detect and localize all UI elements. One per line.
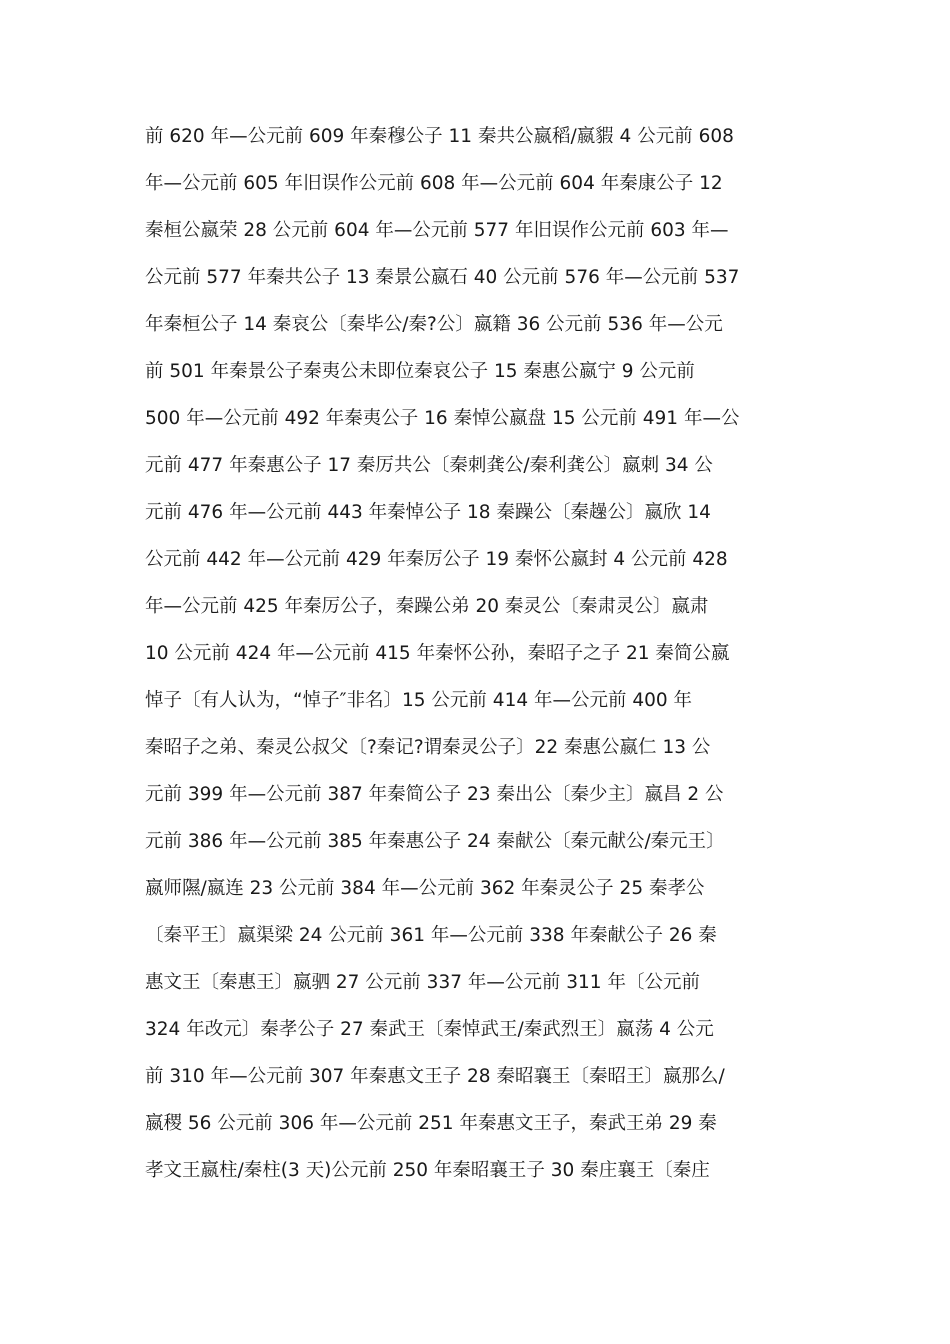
- text-line: 500 年—公元前 492 年秦夷公子 16 秦悼公嬴盘 15 公元前 491 年—公: [145, 408, 740, 429]
- text-line: 年秦桓公子 14 秦哀公〔秦毕公/秦?公〕嬴籍 36 公元前 536 年—公元: [145, 314, 723, 335]
- text-line: 〔秦平王〕嬴渠梁 24 公元前 361 年—公元前 338 年秦献公子 26 秦: [145, 925, 717, 946]
- text-line: 嬴师隰/嬴连 23 公元前 384 年—公元前 362 年秦灵公子 25 秦孝公: [145, 878, 705, 899]
- text-line: 嬴稷 56 公元前 306 年—公元前 251 年秦惠文王子，秦武王弟 29 秦: [145, 1113, 717, 1134]
- text-line: 秦桓公嬴荣 28 公元前 604 年—公元前 577 年旧误作公元前 603 年—: [145, 220, 729, 241]
- text-line: 元前 477 年秦惠公子 17 秦厉共公〔秦刺龚公/秦利龚公〕嬴刺 34 公: [145, 455, 713, 476]
- text-line: 惠文王〔秦惠王〕嬴驷 27 公元前 337 年—公元前 311 年〔公元前: [145, 972, 700, 993]
- text-line: 元前 476 年—公元前 443 年秦悼公子 18 秦躁公〔秦趮公〕嬴欣 14: [145, 502, 711, 523]
- text-line: 孝文王嬴柱/秦柱(3 天)公元前 250 年秦昭襄王子 30 秦庄襄王〔秦庄: [145, 1160, 710, 1181]
- text-line: 公元前 442 年—公元前 429 年秦厉公子 19 秦怀公嬴封 4 公元前 428: [145, 549, 728, 570]
- body-text: [145, 113, 810, 1194]
- text-line: 10 公元前 424 年—公元前 415 年秦怀公孙，秦昭子之子 21 秦简公嬴: [145, 643, 730, 664]
- text-line: 悼子〔有人认为，“悼子″非名〕15 公元前 414 年—公元前 400 年: [145, 690, 693, 711]
- text-line: 前 501 年秦景公子秦夷公未即位秦哀公子 15 秦惠公嬴宁 9 公元前: [145, 361, 695, 382]
- text-line: 324 年改元〕秦孝公子 27 秦武王〔秦悼武王/秦武烈王〕嬴荡 4 公元: [145, 1019, 714, 1040]
- text-line: 前 310 年—公元前 307 年秦惠文王子 28 秦昭襄王〔秦昭王〕嬴那么/: [145, 1066, 725, 1087]
- text-line: 年—公元前 605 年旧误作公元前 608 年—公元前 604 年秦康公子 12: [145, 173, 723, 194]
- text-line: 元前 399 年—公元前 387 年秦简公子 23 秦出公〔秦少主〕嬴昌 2 公: [145, 784, 724, 805]
- text-line: 秦昭子之弟、秦灵公叔父〔?秦记?谓秦灵公子〕22 秦惠公嬴仁 13 公: [145, 737, 711, 758]
- text-line: 前 620 年—公元前 609 年秦穆公子 11 秦共公嬴稻/嬴貑 4 公元前 608: [145, 126, 734, 147]
- text-line: 年—公元前 425 年秦厉公子，秦躁公弟 20 秦灵公〔秦肃灵公〕嬴肃: [145, 596, 709, 617]
- text-line: 公元前 577 年秦共公子 13 秦景公嬴石 40 公元前 576 年—公元前 537: [145, 267, 740, 288]
- text-line: 元前 386 年—公元前 385 年秦惠公子 24 秦献公〔秦元献公/秦元王〕: [145, 831, 725, 852]
